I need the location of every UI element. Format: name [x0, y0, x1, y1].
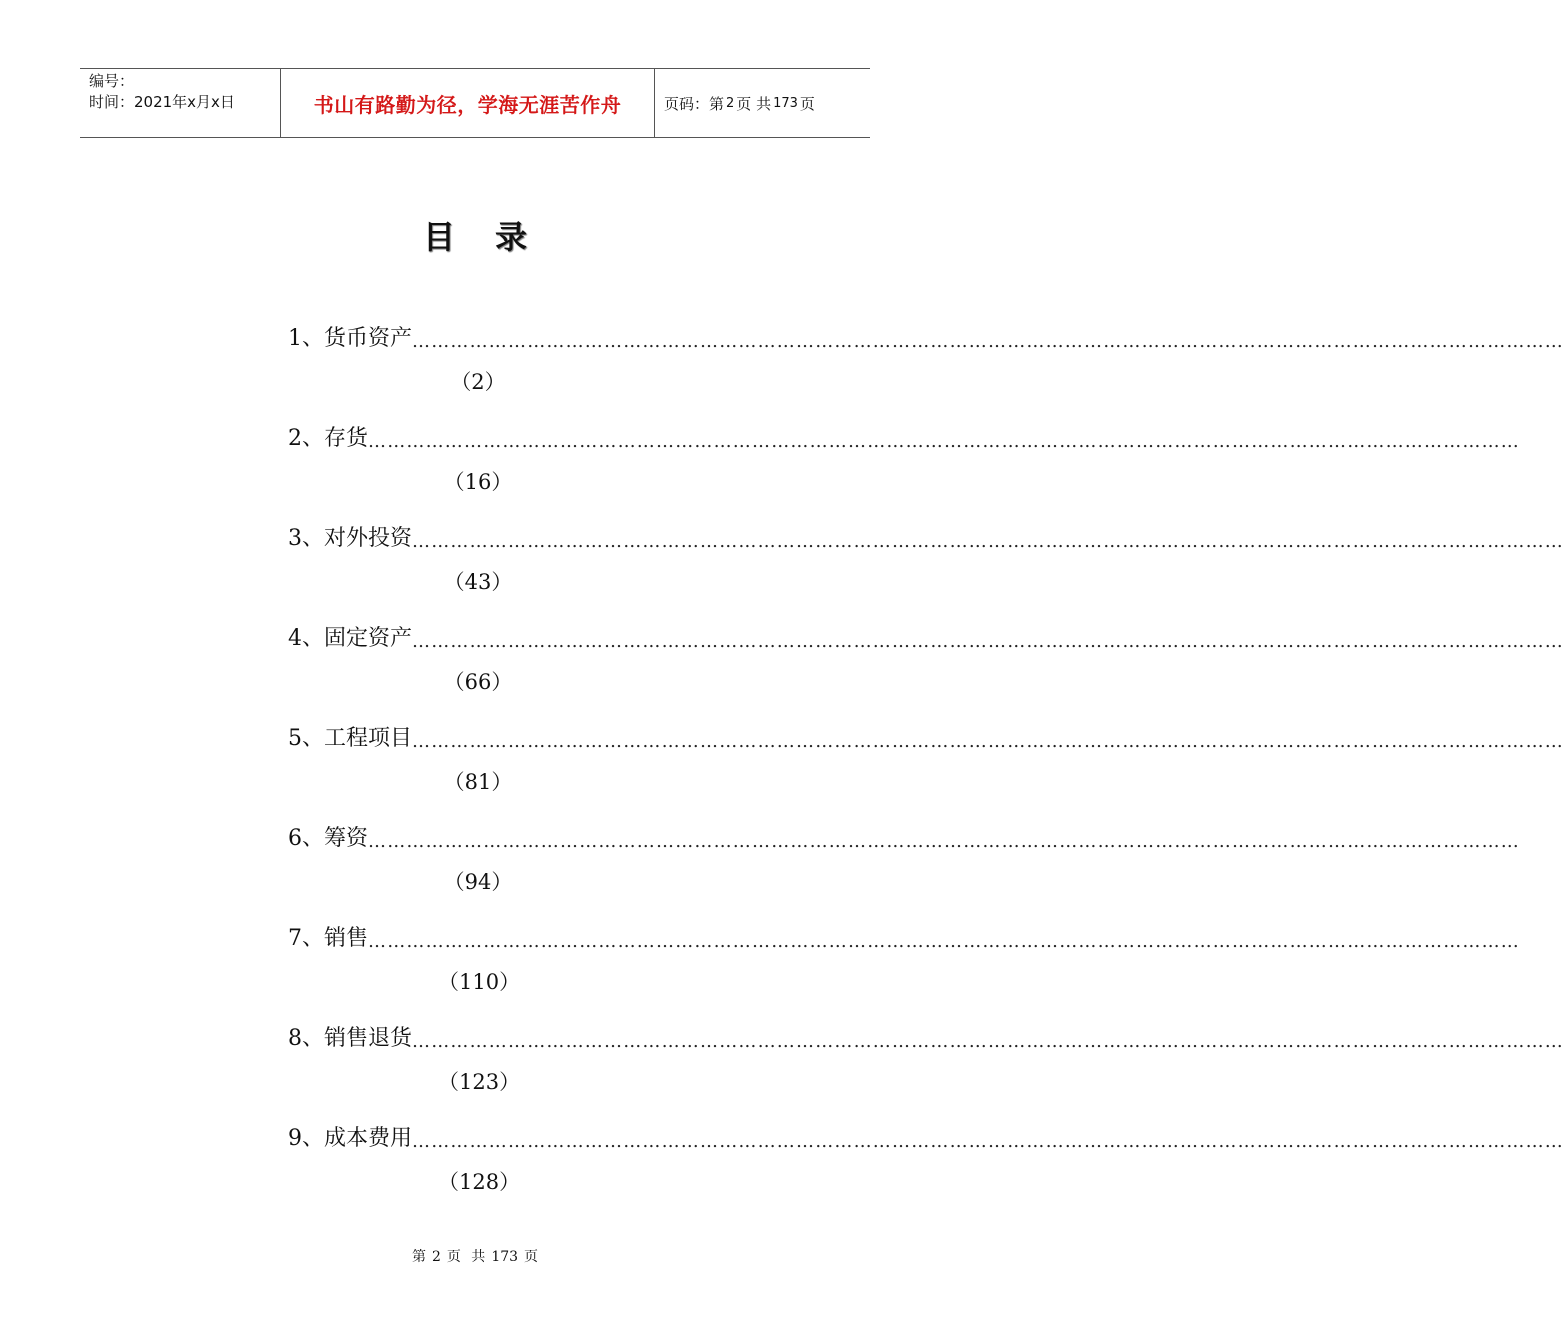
footer-prefix: 第 — [411, 1249, 426, 1265]
toc-leader-dots: ……………………………………………………………………………………………………………………………………………………………… — [412, 531, 1564, 552]
toc-leader-dots: ……………………………………………………………………………………………………………………………………………………………… — [368, 931, 1520, 952]
toc-leader-dots: ……………………………………………………………………………………………………………………………………………………………… — [412, 631, 1564, 652]
toc-entry-label: 3、对外投资 — [288, 526, 412, 551]
toc-leader-dots: ……………………………………………………………………………………………………………………………………………………………… — [412, 331, 1564, 352]
toc-entry-label: 4、固定资产 — [288, 626, 412, 651]
document-header — [80, 68, 870, 138]
toc-entry-label: 6、筹资 — [288, 826, 368, 851]
toc-entry-page: （94） — [443, 870, 513, 894]
toc-entry[interactable] — [288, 318, 1564, 418]
footer-current: 2 — [431, 1249, 441, 1265]
toc-entry[interactable] — [288, 418, 1520, 518]
toc-entry-line — [288, 718, 1564, 752]
page-total: 173 — [773, 95, 798, 111]
toc-entry-page: （2） — [450, 370, 506, 394]
toc-entry[interactable] — [288, 918, 1520, 1018]
page-label: 页码：第 — [664, 94, 725, 113]
motto-text: 书山有路勤为径，学海无涯苦作舟 — [313, 92, 622, 117]
toc-entry-page: （123） — [438, 1070, 521, 1094]
toc-entry-page: （16） — [443, 470, 513, 494]
page-mid: 页 共 — [736, 94, 772, 113]
toc-entry-line — [288, 1018, 1564, 1052]
toc-entry-label: 9、成本费用 — [288, 1126, 412, 1151]
serial-label: 编号： — [89, 72, 135, 90]
toc-entry-label: 7、销售 — [288, 926, 368, 951]
toc-entry-page: （128） — [438, 1170, 521, 1194]
toc-entry-line — [288, 418, 1520, 452]
toc-entry-label: 5、工程项目 — [288, 726, 412, 751]
header-motto-cell — [281, 69, 655, 137]
toc-leader-dots: ……………………………………………………………………………………………………………………………………………………………… — [368, 431, 1520, 452]
time-label: 时间：2021年x月x日 — [89, 93, 235, 111]
toc-entry-line — [288, 618, 1564, 652]
toc-entry[interactable] — [288, 518, 1564, 618]
toc-entry-line — [288, 1118, 1564, 1152]
toc-entry[interactable] — [288, 718, 1564, 818]
toc-entry-page: （43） — [443, 570, 513, 594]
toc-entry-label: 8、销售退货 — [288, 1026, 412, 1051]
toc-entry-label: 1、货币资产 — [288, 326, 412, 351]
toc-leader-dots: ……………………………………………………………………………………………………………………………………………………………… — [368, 831, 1520, 852]
toc-entry-label: 2、存货 — [288, 426, 368, 451]
page-footer — [0, 1246, 950, 1266]
toc-leader-dots: ……………………………………………………………………………………………………………………………………………………………… — [412, 1031, 1564, 1052]
table-of-contents — [288, 318, 1564, 1218]
header-meta — [80, 69, 281, 137]
page-end: 页 — [799, 94, 815, 113]
toc-entry-line — [288, 518, 1564, 552]
toc-entry-line — [288, 318, 1564, 352]
footer-total: 173 — [491, 1249, 519, 1265]
toc-entry-page: （110） — [438, 970, 521, 994]
toc-entry[interactable] — [288, 1018, 1564, 1118]
toc-entry-page: （66） — [443, 670, 513, 694]
toc-entry-line — [288, 918, 1520, 952]
toc-leader-dots: ……………………………………………………………………………………………………………………………………………………………… — [412, 1131, 1564, 1152]
toc-entry-page: （81） — [443, 770, 513, 794]
toc-entry[interactable] — [288, 618, 1564, 718]
toc-entry[interactable] — [288, 818, 1520, 918]
header-page-info — [655, 69, 870, 137]
toc-entry[interactable] — [288, 1118, 1564, 1218]
footer-suffix: 页 — [524, 1249, 539, 1265]
footer-mid: 页 共 — [446, 1249, 486, 1265]
page-current: 2 — [726, 95, 735, 111]
toc-entry-line — [288, 818, 1520, 852]
toc-title: 目录 — [422, 218, 567, 256]
toc-leader-dots: ……………………………………………………………………………………………………………………………………………………………… — [412, 731, 1564, 752]
